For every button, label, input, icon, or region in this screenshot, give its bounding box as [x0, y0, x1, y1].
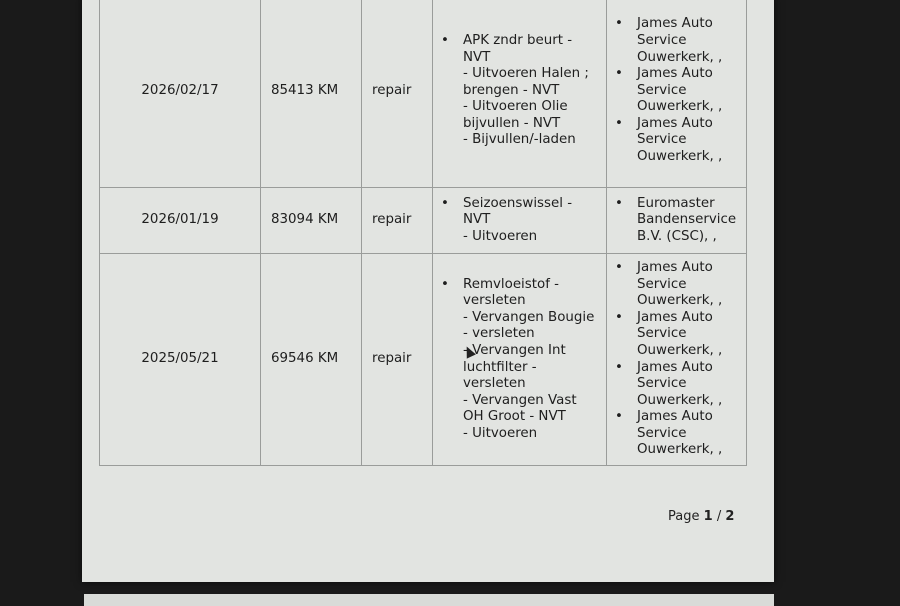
workshop-cell: [607, 0, 747, 188]
date-cell: 2026/02/17: [100, 0, 261, 188]
workshop-cell: [607, 254, 747, 466]
work-item: • APK zndr beurt - NVT - Uitvoeren Halen ; brengen - NVT - Uitvoeren Olie bijvullen - NVT - Bijvullen/-laden: [441, 33, 596, 149]
date-cell: 2025/05/21: [100, 254, 261, 466]
date-cell: 2026/01/19: [100, 188, 261, 254]
workshop-item: • Euromaster Bandenservice B.V. (CSC), ,: [615, 196, 736, 246]
type-cell: repair: [362, 0, 433, 188]
workshop-item: • James Auto Service Ouwerkerk, ,: [615, 66, 736, 116]
workshop-item: • James Auto Service Ouwerkerk, ,: [615, 16, 736, 66]
work-item: • Remvloeistof - versleten - Vervangen Bougie - versleten - Vervangen Int luchtfilter - versleten - Vervangen Vast OH Groot - NVT - Uitvoeren: [441, 277, 596, 443]
table-row: [100, 0, 747, 188]
mileage-cell: 85413 KM: [261, 0, 362, 188]
work-cell: [433, 254, 607, 466]
next-document-page: [84, 594, 774, 606]
workshop-item: • James Auto Service Ouwerkerk, ,: [615, 409, 736, 459]
workshop-item: • James Auto Service Ouwerkerk, ,: [615, 310, 736, 360]
type-cell: repair: [362, 188, 433, 254]
page-number: Page 1 / 2: [668, 509, 735, 524]
work-cell: [433, 188, 607, 254]
work-cell: [433, 0, 607, 188]
maintenance-history-table: [99, 0, 747, 466]
table-row: [100, 254, 747, 466]
workshop-item: • James Auto Service Ouwerkerk, ,: [615, 260, 736, 310]
workshop-item: • James Auto Service Ouwerkerk, ,: [615, 360, 736, 410]
mileage-cell: 83094 KM: [261, 188, 362, 254]
mileage-cell: 69546 KM: [261, 254, 362, 466]
table-row: [100, 188, 747, 254]
work-item: • Seizoenswissel - NVT - Uitvoeren: [441, 196, 596, 246]
workshop-item: • James Auto Service Ouwerkerk, ,: [615, 116, 736, 166]
workshop-cell: [607, 188, 747, 254]
type-cell: repair: [362, 254, 433, 466]
